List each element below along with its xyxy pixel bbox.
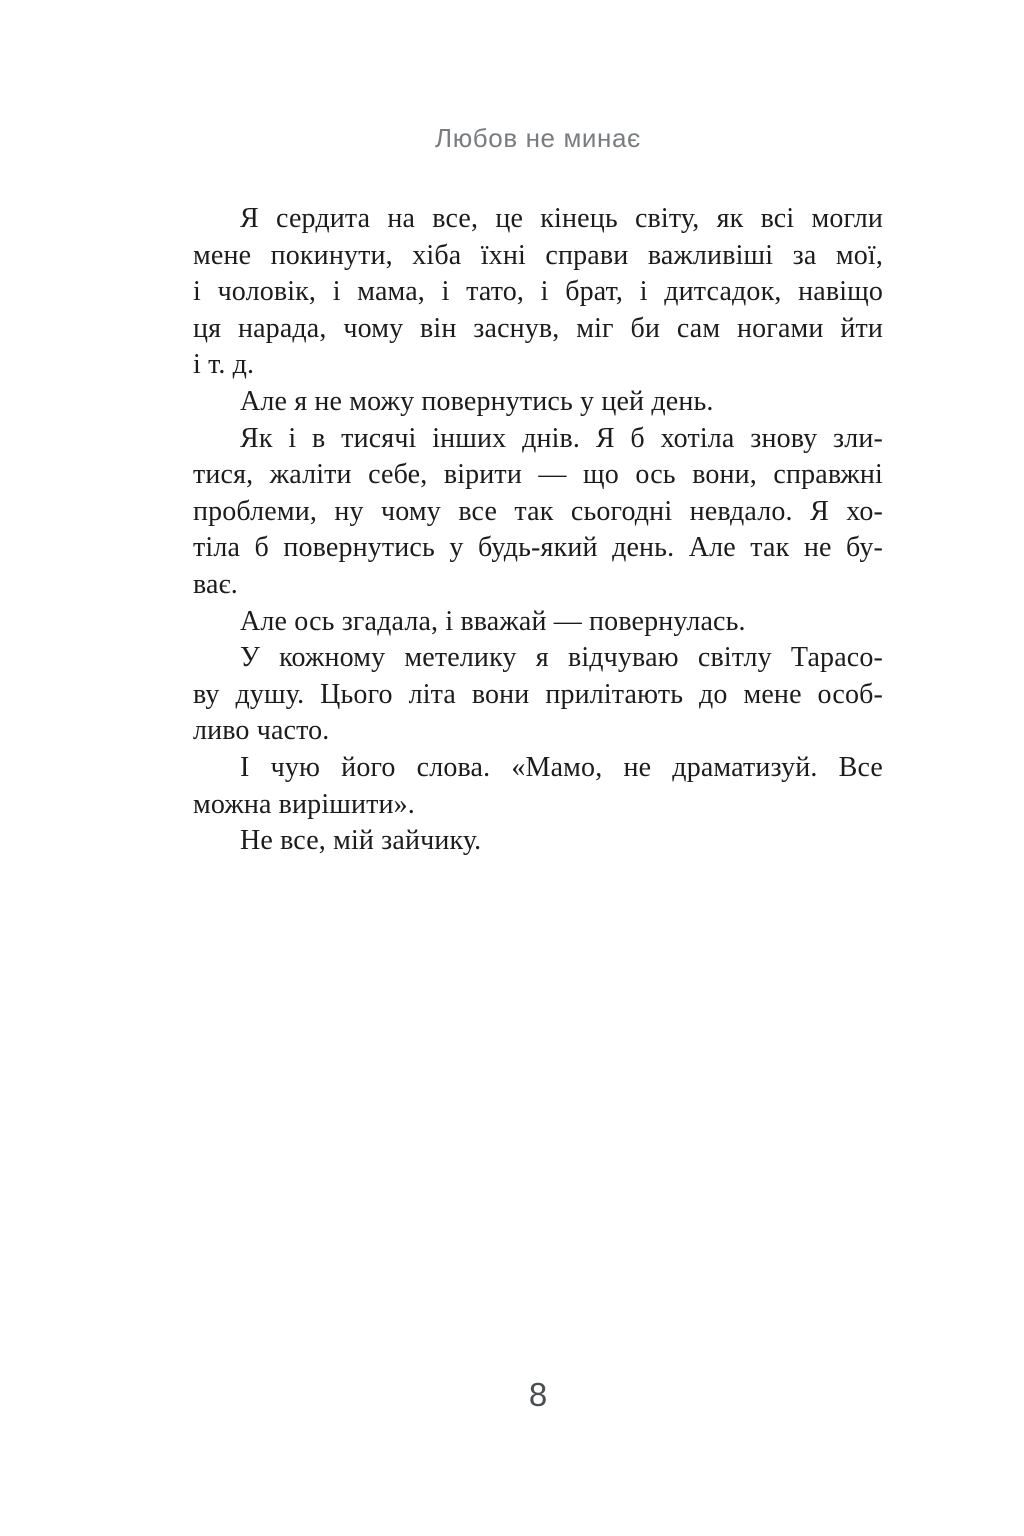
text-line: Але я не можу повернутись у цей день.: [240, 385, 714, 417]
paragraph: [193, 384, 883, 421]
text-line: мене покинути, хіба їхні справи важливіші за мої,: [193, 239, 883, 271]
text-line: тіла б повернутись у будь-який день. Але так не бу-: [193, 532, 883, 564]
paragraph: [193, 823, 883, 860]
text-line: можна вирішити».: [193, 788, 415, 820]
text-line: Як і в тисячі інших днів. Я б хотіла знову зли-: [240, 422, 883, 454]
text-line: Не все, мій зайчику.: [240, 825, 482, 857]
text-line: ця нарада, чому він заснув, міг би сам ногами йти: [193, 312, 883, 344]
paragraph: [193, 201, 883, 384]
text-line: і т. д.: [193, 349, 255, 381]
text-line: У кожному метелику я відчуваю світлу Тарасо-: [240, 642, 883, 674]
paragraph: [193, 750, 883, 823]
text-line: Але ось згадала, і вважай — повернулась.: [240, 605, 746, 637]
text-line: ливо часто.: [193, 715, 330, 747]
text-line: І чую його слова. «Мамо, не драматизуй. Все: [240, 751, 883, 783]
paragraph: [193, 604, 883, 641]
text-line: ву душу. Цього літа вони прилітають до мене особ-: [193, 678, 883, 710]
paragraph: [193, 640, 883, 750]
page-number: 8: [528, 1376, 548, 1413]
text-line: Я сердита на все, це кінець світу, як всі могли: [240, 203, 883, 234]
text-line: тися, жаліти себе, вірити — що ось вони, справжні: [193, 459, 883, 491]
paragraph: [193, 421, 883, 604]
body-text-block: [193, 201, 883, 860]
running-header: Любов не минає: [435, 123, 641, 153]
text-line: проблеми, ну чому все так сьогодні невдало. Я хо-: [193, 495, 883, 527]
text-line: ває.: [193, 568, 238, 600]
text-line: і чоловік, і мама, і тато, і брат, і дитсадок, навіщо: [193, 276, 883, 308]
